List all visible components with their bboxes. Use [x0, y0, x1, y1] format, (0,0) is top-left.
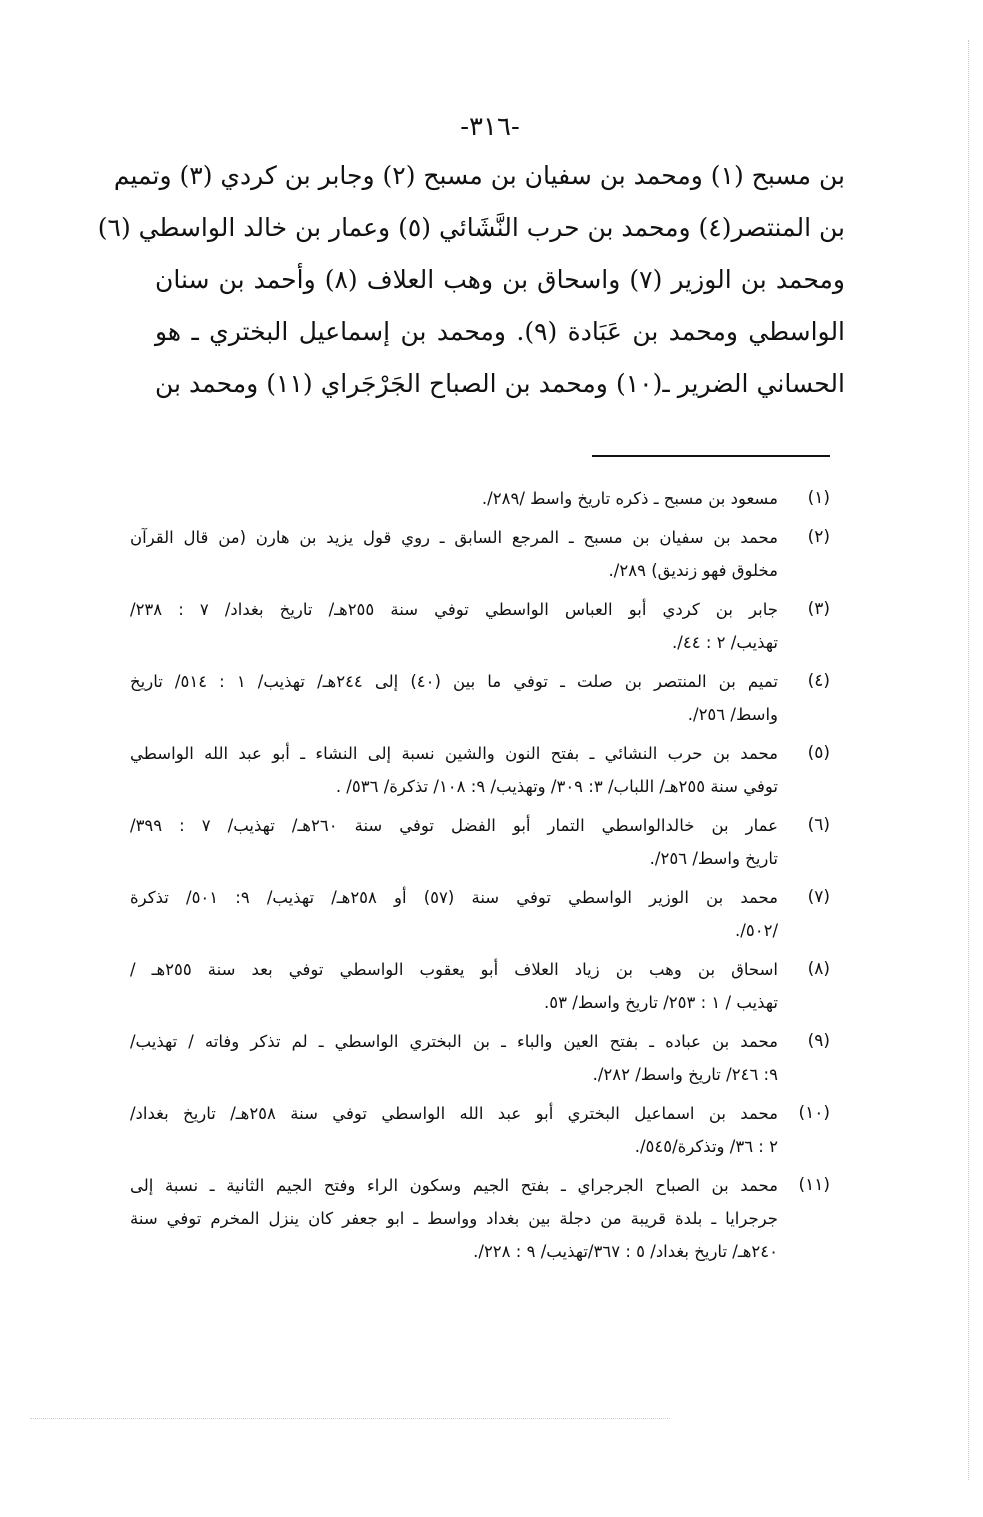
footnote-11 [130, 1169, 830, 1268]
footnote-line: /٥٠٢/. [735, 921, 778, 940]
footnote-number: (٥) [807, 743, 830, 763]
footnote-line: تهذيب / ١ : ٢٥٣/ تاريخ واسط/ ٥٣. [544, 993, 778, 1012]
main-text [97, 150, 846, 410]
footnote-line: تهذيب/ ٢ : ٤٤/. [672, 633, 778, 652]
footnote-line: محمد بن اسماعيل البختري أبو عبد الله الواسطي توفي سنة ٢٥٨هـ/ تاريخ بغداد/ [130, 1104, 779, 1123]
footnote-8 [130, 953, 830, 1019]
footnote-line: اسحاق بن وهب بن زياد العلاف أبو يعقوب الواسطي توفي بعد سنة ٢٥٥هـ / [130, 960, 778, 979]
footnote-9 [130, 1025, 830, 1091]
footnote-line: تاريخ واسط/ ٢٥٦/. [649, 849, 778, 868]
footnote-number: (٦) [807, 815, 830, 835]
footnote-line: جابر بن كردي أبو العباس الواسطي توفي سنة ٢٥٥هـ/ تاريخ بغداد/ ٧ : ٢٣٨/ [130, 600, 778, 619]
footnote-10 [130, 1097, 830, 1163]
footnote-line: ٢٤٠هـ/ تاريخ بغداد/ ٥ : ٣٦٧/تهذيب/ ٩ : ٢٢٨/. [473, 1242, 778, 1261]
scan-edge-line [968, 40, 969, 1480]
main-text-line: بن مسبح (١) ومحمد بن سفيان بن مسبح (٢) وجابر بن كردي (٣) وتميم [113, 161, 845, 190]
footnote-1 [130, 482, 830, 515]
footnote-line: محمد بن حرب النشائي ـ بفتح النون والشين نسبة إلى النشاء ـ أبو عبد الله الواسطي [130, 744, 778, 763]
footnote-number: (٤) [807, 671, 830, 691]
footnote-4 [130, 665, 830, 731]
footnote-number: (٩) [807, 1031, 830, 1051]
footnote-7 [130, 881, 830, 947]
footnote-line: توفي سنة ٢٥٥هـ/ اللباب/ ٣: ٣٠٩/ وتهذيب/ ٩: ١٠٨/ تذكرة/ ٥٣٦/ . [335, 777, 778, 796]
page-number: -٣١٦- [460, 112, 520, 142]
footnote-line: واسط/ ٢٥٦/. [687, 705, 778, 724]
footnote-number: (٢) [807, 527, 830, 547]
footnote-line: محمد بن الوزير الواسطي توفي سنة (٥٧) أو ٢٥٨هـ/ تهذيب/ ٩: ٥٠١/ تذكرة [130, 888, 779, 907]
footnote-line: ٩: ٢٤٦/ تاريخ واسط/ ٢٨٢/. [592, 1065, 778, 1084]
scan-bottom-line [30, 1418, 670, 1419]
footnote-line: عمار بن خالدالواسطي التمار أبو الفضل توفي سنة ٢٦٠هـ/ تهذيب/ ٧ : ٣٩٩/ [130, 816, 778, 835]
footnote-6 [130, 809, 830, 875]
footnote-line: ٢ : ٣٦/ وتذكرة/٥٤٥/. [634, 1137, 778, 1156]
footnote-number: (٨) [807, 959, 830, 979]
footnote-line: مسعود بن مسبح ـ ذكره تاريخ واسط /٢٨٩/. [481, 489, 778, 508]
footnote-line: مخلوق فهو زنديق) ٢٨٩/. [608, 561, 778, 580]
main-text-line: ومحمد بن الوزير (٧) واسحاق بن وهب العلاف (٨) وأحمد بن سنان [155, 265, 845, 294]
footnote-5 [130, 737, 830, 803]
footnote-line: محمد بن عباده ـ بفتح العين والباء ـ بن البختري الواسطي ـ لم تذكر وفاته / تهذيب/ [130, 1032, 778, 1051]
footnote-separator [592, 455, 830, 457]
footnote-number: (١٠) [798, 1103, 830, 1123]
footnote-line: تميم بن المنتصر بن صلت ـ توفي ما بين (٤٠) إلى ٢٤٤هـ/ تهذيب/ ١ : ٥١٤/ تاريخ [130, 672, 778, 691]
footnote-number: (١) [807, 488, 830, 508]
main-text-line: الحساني الضرير ـ(١٠) ومحمد بن الصباح الجَرْجَراي (١١) ومحمد بن [155, 369, 845, 398]
footnote-number: (١١) [798, 1175, 830, 1195]
main-text-line: الواسطي ومحمد بن عَبَادة (٩). ومحمد بن إسماعيل البختري ـ هو [155, 317, 846, 346]
footnote-number: (٣) [807, 599, 830, 619]
footnotes [130, 482, 830, 1274]
footnote-3 [130, 593, 830, 659]
footnote-line: محمد بن الصباح الجرجراي ـ بفتح الجيم وسكون الراء وفتح الجيم الثانية ـ نسبة إلى [130, 1176, 778, 1195]
footnote-line: محمد بن سفيان بن مسبح ـ المرجع السابق ـ روي قول يزيد بن هارن (من قال القرآن [130, 528, 778, 547]
footnote-line: جرجرايا ـ بلدة قريبة من دجلة بين بغداد وواسط ـ ابو جعفر كان ينزل المخرم توفي سنة [130, 1209, 778, 1228]
footnote-number: (٧) [807, 887, 830, 907]
main-text-line: بن المنتصر(٤) ومحمد بن حرب النَّشَائي (٥) وعمار بن خالد الواسطي (٦) [97, 213, 845, 242]
footnote-2 [130, 521, 830, 587]
